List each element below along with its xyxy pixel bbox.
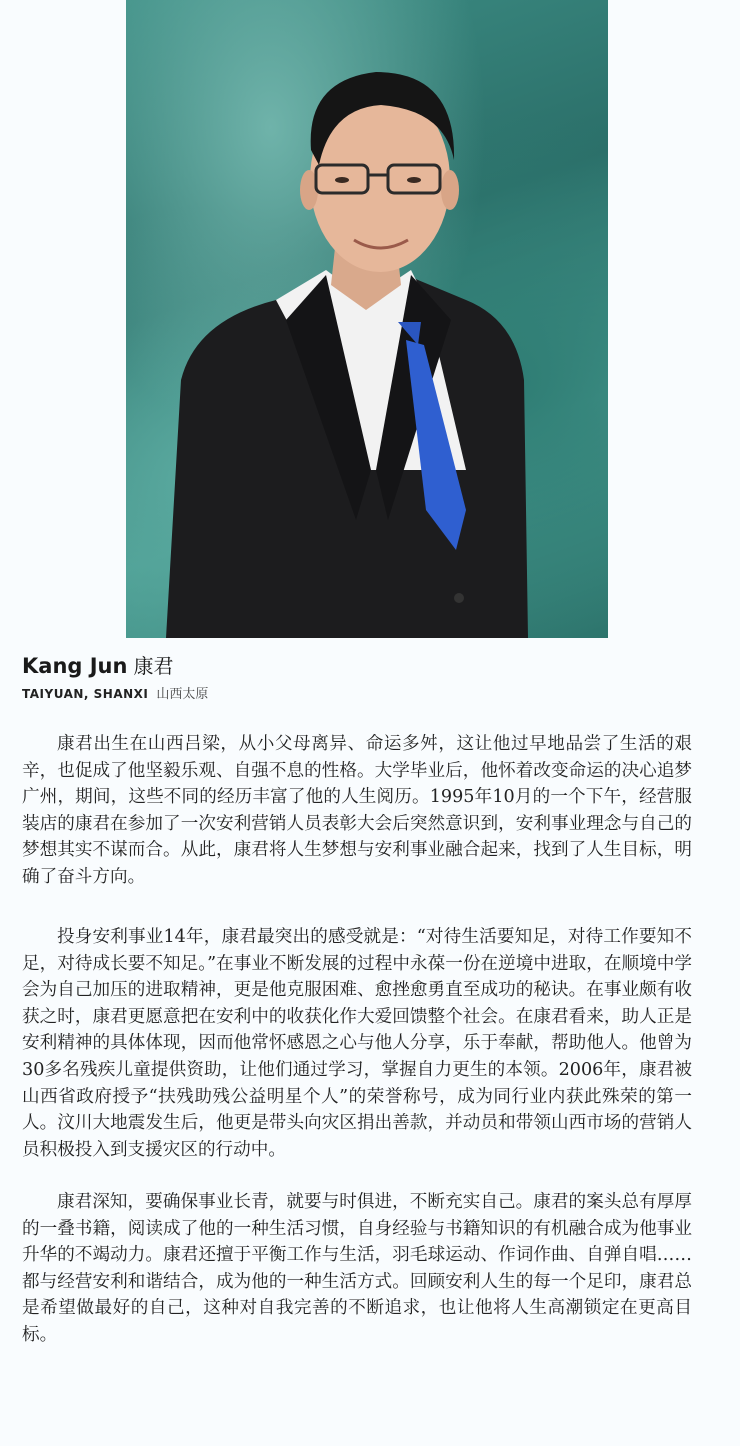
portrait-photo bbox=[126, 0, 608, 638]
person-name bbox=[22, 650, 173, 679]
paragraph-3: 康君深知，要确保事业长青，就要与时俱进，不断充实自己。康君的案头总有厚厚的一叠书籍，阅读成了他的一种生活习惯，自身经验与书籍知识的有机融合成为他事业升华的不竭动力。康君还擅于平衡工作与生活，羽毛球运动、作词作曲、自弹自唱……都与经营安利和谐结合，成为他的一种生活方式。回顾安利人生的每一个足印，康君总是希望做最好的自己，这种对自我完善的不断追求，也让他将人生高潮锁定在更高目标。 bbox=[22, 1192, 692, 1345]
right-ear bbox=[441, 170, 459, 210]
paragraph-1: 康君出生在山西吕梁，从小父母离异、命运多舛，这让他过早地品尝了生活的艰辛，也促成了他坚毅乐观、自强不息的性格。大学毕业后，他怀着改变命运的决心追梦广州，期间，这些不同的经历丰富了他的人生阅历。1995年10月的一个下午，经营服装店的康君在参加了一次安利营销人员表彰大会后突然意识到，安利事业理念与自己的梦想其实不谋而合。从此，康君将人生梦想与安利事业融合起来，找到了人生目标，明确了奋斗方向。 bbox=[22, 734, 692, 887]
right-eye bbox=[407, 177, 421, 183]
portrait-illustration bbox=[126, 0, 608, 638]
location-chinese: 山西太原 bbox=[156, 687, 209, 702]
name-chinese: 康君 bbox=[133, 654, 174, 678]
jacket-button bbox=[454, 593, 464, 603]
location-english: TAIYUAN, SHANXI bbox=[22, 687, 149, 701]
person-location bbox=[22, 683, 208, 702]
paragraph-2: 投身安利事业14年，康君最突出的感受就是：“对待生活要知足，对待工作要知不足，对待成长要不知足。”在事业不断发展的过程中永葆一份在逆境中进取，在顺境中学会为自己加压的进取精神，更是他克服困难、愈挫愈勇直至成功的秘诀。在事业颇有收获之时，康君更愿意把在安利中的收获化作大爱回馈整个社会。在康君看来，助人正是安利精神的具体体现，因而他常怀感恩之心与他人分享，乐于奉献，帮助他人。他曾为30多名残疾儿童提供资助，让他们通过学习，掌握自力更生的本领。2006年，康君被山西省政府授予“扶残助残公益明星个人”的荣誉称号，成为同行业内获此殊荣的第一人。汶川大地震发生后，他更是带头向灾区捐出善款，并动员和带领山西市场的营销人员积极投入到支援灾区的行动中。 bbox=[22, 927, 692, 1160]
name-english: Kang Jun bbox=[22, 654, 128, 678]
left-eye bbox=[335, 177, 349, 183]
